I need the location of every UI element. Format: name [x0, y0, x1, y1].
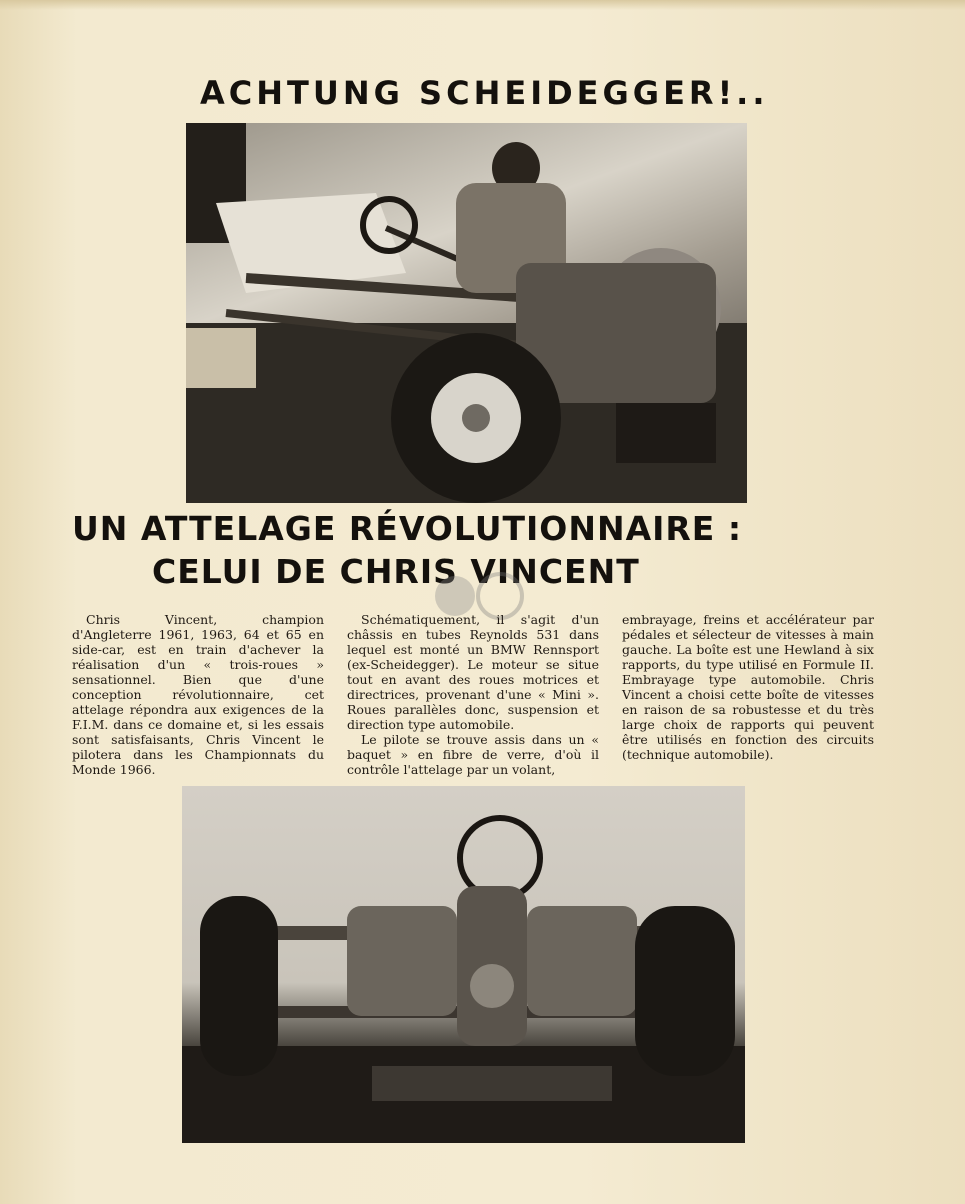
kicker-title: ACHTUNG SCHEIDEGGER!..: [200, 74, 769, 112]
column-2-paragraph-1: Schématiquement, il s'agit d'un châssis en tubes Reynolds 531 dans lequel est monté un BMW Rennsport (ex-Scheidegger). Le moteur se situe tout en avant des roues motrices et directrices, provenant d'une « Mini ». Roues parallèles donc, suspension et direction type automobile.: [347, 612, 599, 732]
page-edge: [0, 0, 965, 10]
column-3-paragraph-1: embrayage, freins et accélérateur par pédales et sélecteur de vitesses à main gauche. La boîte est une Hewland à six rapports, du type utilisé en Formule II. Embrayage type automobile. Chris Vincent a choisi cette boîte de vitesses en raison de sa robustesse et du très large choix de rapports qui peuvent être utilisés en fonction des circuits (technique automobile).: [622, 612, 874, 762]
article-column-3: [622, 612, 874, 762]
column-2-paragraph-2: Le pilote se trouve assis dans un « baquet » en fibre de verre, d'où il contrôle l'attelage par un volant,: [347, 732, 599, 777]
headline-line-2: CELUI DE CHRIS VINCENT: [152, 552, 640, 591]
chassis-illustration: [186, 123, 747, 503]
engine-illustration: [182, 786, 745, 1143]
chassis-photo-bottom: [182, 786, 745, 1143]
article-column-2: [347, 612, 599, 777]
chassis-photo-top: [186, 123, 747, 503]
headline-line-1: UN ATTELAGE RÉVOLUTIONNAIRE :: [72, 509, 743, 548]
article-column-1: [72, 612, 324, 777]
column-1-paragraph-1: Chris Vincent, champion d'Angleterre 1961, 1963, 64 et 65 en side-car, est en train d'achever la réalisation d'un « trois-roues » sensationnel. Bien que d'une conception révolutionnaire, cet attelage répondra aux exigences de la F.I.M. dans ce domaine et, si les essais sont satisfaisants, Chris Vincent le pilotera dans les Championnats du Monde 1966.: [72, 612, 324, 777]
